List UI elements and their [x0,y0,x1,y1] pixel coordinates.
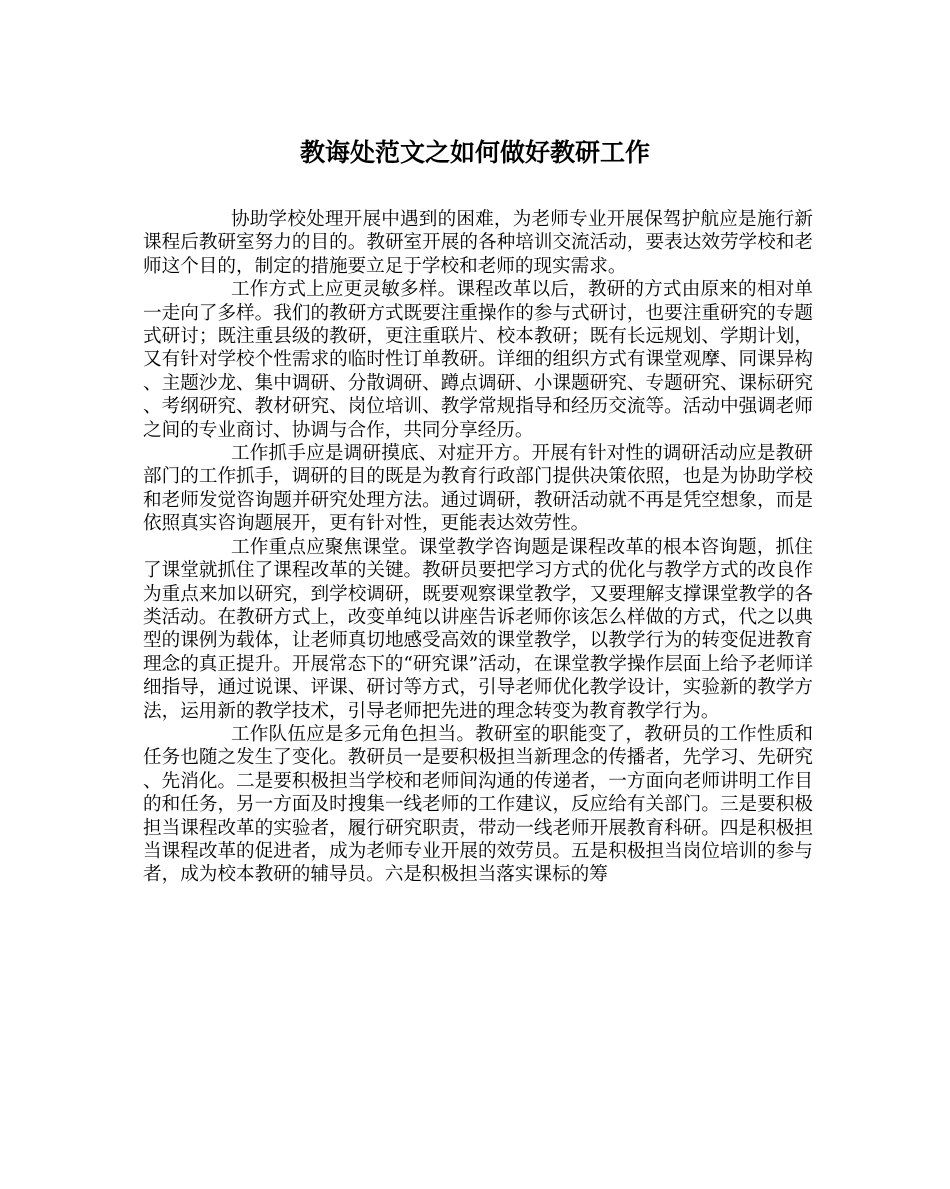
paragraph-2: 工作方式上应更灵敏多样。课程改革以后，教研的方式由原来的相对单一走向了多样。我们的教研方式既要注重操作的参与式研讨，也要注重研究的专题式研讨；既注重县级的教研，更注重联片、校本教研；既有长远规划、学期计划，又有针对学校个性需求的临时性订单教研。详细的组织方式有课堂观摩、同课异构、主题沙龙、集中调研、分散调研、蹲点调研、小课题研究、专题研究、课标研究、考纲研究、教材研究、岗位培训、教学常规指导和经历交流等。活动中强调老师之间的专业商讨、协调与合作，共同分享经历。 [143,279,813,441]
paragraph-5: 工作队伍应是多元角色担当。教研室的职能变了，教研员的工作性质和任务也随之发生了变化。教研员一是要积极担当新理念的传播者，先学习、先研究、先消化。二是要积极担当学校和老师间沟通的传递者，一方面向老师讲明工作目的和任务，另一方面及时搜集一线老师的工作建议，反应给有关部门。三是要积极担当课程改革的实验者，履行研究职责，带动一线老师开展教育科研。四是积极担当课程改革的促进者，成为老师专业开展的效劳员。五是积极担当岗位培训的参与者，成为校本教研的辅导员。六是积极担当落实课标的筹 [143,723,813,886]
paragraph-4: 工作重点应聚焦课堂。课堂教学咨询题是课程改革的根本咨询题，抓住了课堂就抓住了课程改革的关键。教研员要把学习方式的优化与教学方式的改良作为重点来加以研究，到学校调研，既要观察课堂教学，又要理解支撑课堂教学的各类活动。在教研方式上，改变单纯以讲座告诉老师你该怎么样做的方式，代之以典型的课例为载体，让老师真切地感受高效的课堂教学，以教学行为的转变促进教育理念的真正提升。开展常态下的“研究课”活动，在课堂教学操作层面上给予老师详细指导，通过说课、评课、研讨等方式，引导老师优化教学设计，实验新的教学方法，运用新的教学技术，引导老师把先进的理念转变为教育教学行为。 [143,536,813,722]
document-body [143,208,813,887]
paragraph-3: 工作抓手应是调研摸底、对症开方。开展有针对性的调研活动应是教研部门的工作抓手，调研的目的既是为教育行政部门提供决策依照，也是为协助学校和老师发觉咨询题并研究处理方法。通过调研，教研活动就不再是凭空想象，而是依照真实咨询题展开，更有针对性，更能表达效劳性。 [143,443,813,535]
paragraph-1: 协助学校处理开展中遇到的困难，为老师专业开展保驾护航应是施行新课程后教研室努力的目的。教研室开展的各种培训交流活动，要表达效劳学校和老师这个目的，制定的措施要立足于学校和老师的现实需求。 [143,209,813,277]
document-title: 教诲处范文之如何做好教研工作 [299,138,650,167]
